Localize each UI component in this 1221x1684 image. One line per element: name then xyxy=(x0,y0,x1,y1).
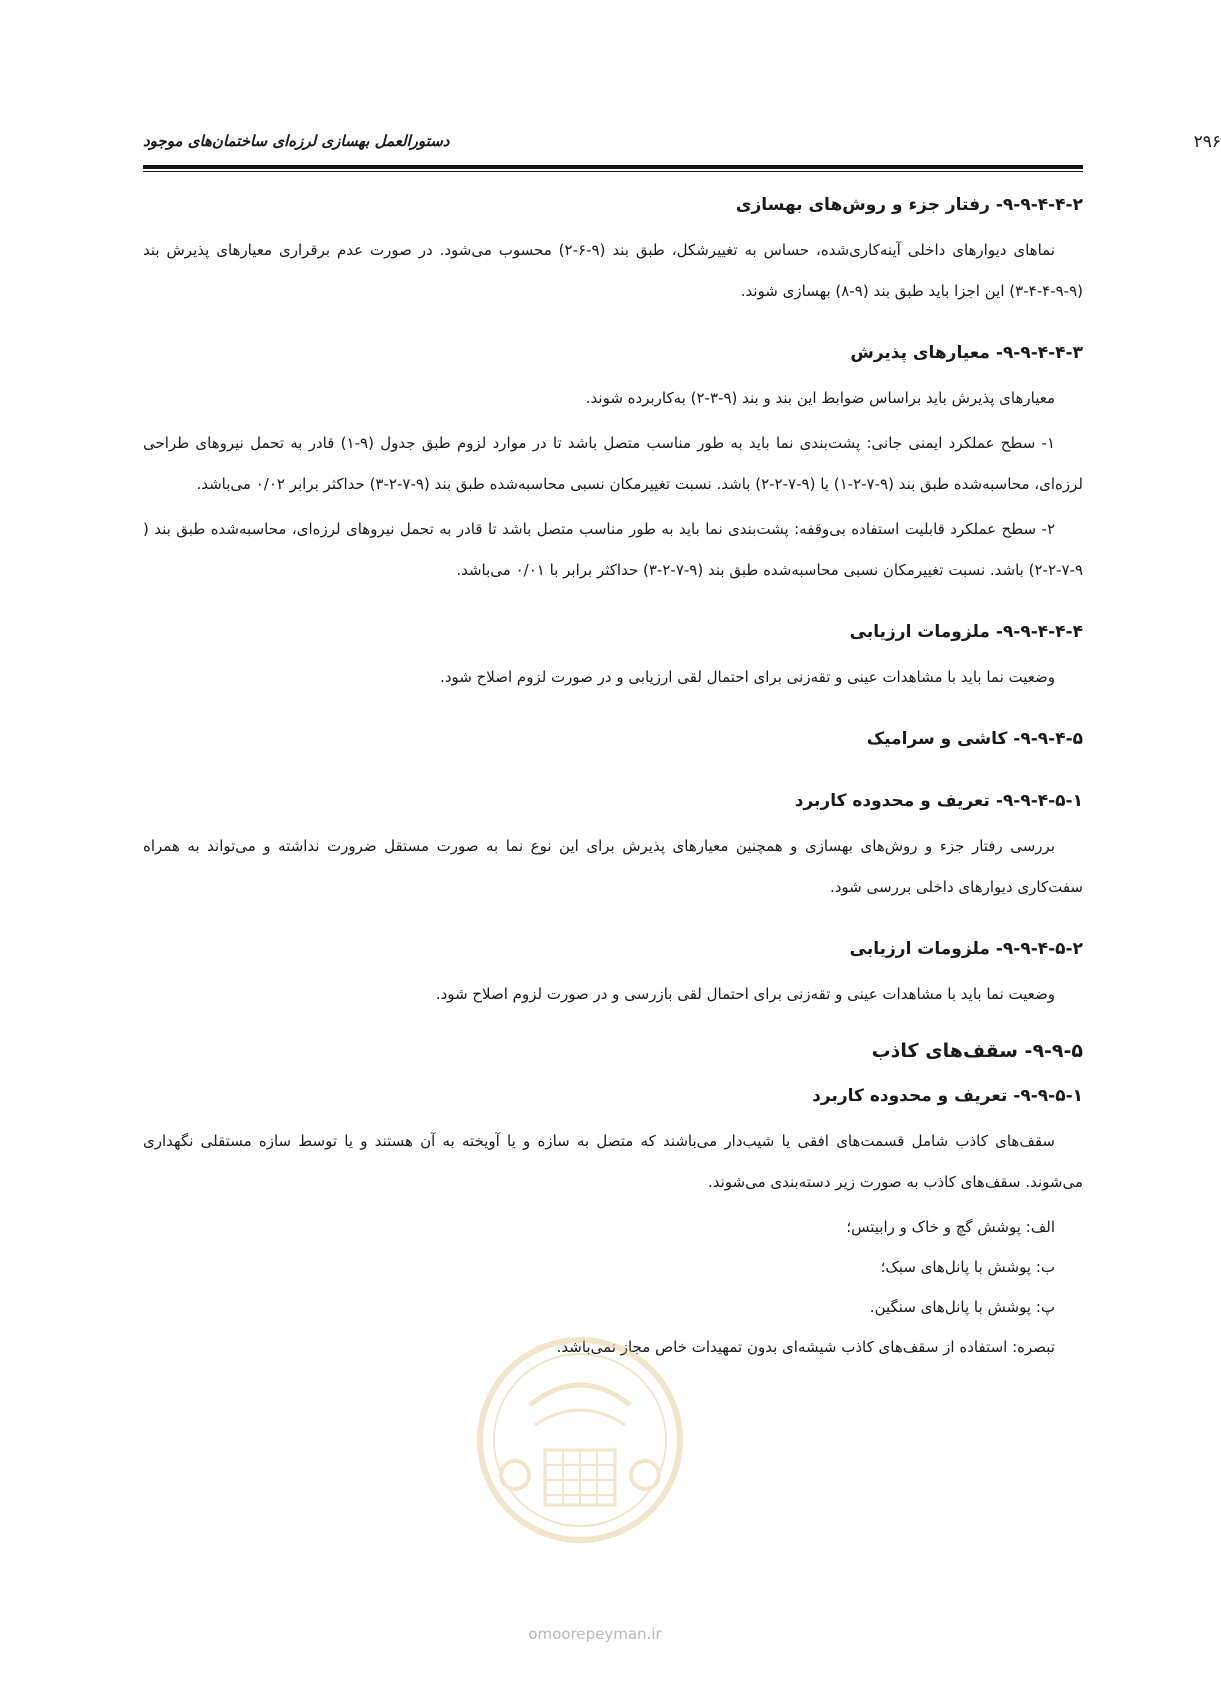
list-item: پ: پوشش با پانل‌های سنگین. xyxy=(869,1298,1055,1316)
chapter-heading: ۹-۹-۵- سقف‌های کاذب xyxy=(871,1040,1083,1062)
page-number: ۲۹۶ xyxy=(1193,132,1221,152)
watermark-url: omoorepeyman.ir xyxy=(528,1625,662,1643)
watermark-logo-icon xyxy=(475,1335,685,1545)
paragraph: وضعیت نما باید با مشاهدات عینی و تقه‌زنی برای احتمال لقی ارزیابی و در صورت لزوم اصلاح شود. xyxy=(440,668,1055,686)
paragraph: ۱- سطح عملکرد ایمنی جانی: پشت‌بندی نما باید به طور مناسب متصل باشد تا در موارد لزوم طبق جدول (۹-۱) قادر به تحمل نیروهای طراحی لرزه‌ای، محاسبه‌شده طبق بند (۹-۷-۲-۱) یا (۹-۷-۲-۲) باشد. نسبت تغییرمکان نسبی محاسبه‌شده طبق بند (۹-۷-۲-۳) حداکثر برابر ۰/۰۲ می‌باشد. xyxy=(143,434,1083,493)
paragraph: وضعیت نما باید با مشاهدات عینی و تقه‌زنی برای احتمال لقی بازرسی و در صورت لزوم اصلاح شود. xyxy=(435,985,1055,1003)
section-heading: ۹-۹-۴-۵- کاشی و سرامیک xyxy=(866,729,1083,749)
page-header xyxy=(143,128,1221,168)
section-heading: ۹-۹-۴-۵-۱- تعریف و محدوده کاربرد xyxy=(794,791,1083,811)
header-rule-thick xyxy=(143,165,1083,169)
paragraph: ۲- سطح عملکرد قابلیت استفاده بی‌وقفه: پشت‌بندی نما باید به طور مناسب متصل باشد تا قادر به تحمل نیروهای لرزه‌ای، محاسبه‌شده طبق بند ( ۹-۷-۲-۲) باشد. نسبت تغییرمکان نسبی محاسبه‌شده طبق بند (۹-۷-۲-۳) حداکثر برابر با ۰/۰۱ می‌باشد. xyxy=(143,520,1083,579)
section-heading: ۹-۹-۴-۴-۴- ملزومات ارزیابی xyxy=(849,622,1083,642)
section-heading: ۹-۹-۴-۴-۳- معیارهای پذیرش xyxy=(850,343,1083,363)
section-heading: ۹-۹-۴-۵-۲- ملزومات ارزیابی xyxy=(849,939,1083,959)
paragraph: سقف‌های کاذب شامل قسمت‌های افقی یا شیب‌دار می‌باشند که متصل به سازه و یا آویخته به آن هستند و یا توسط سازه مستقلی نگهداری می‌شوند. سقف‌های کاذب به صورت زیر دسته‌بندی می‌شوند. xyxy=(143,1132,1083,1191)
note: تبصره: استفاده از سقف‌های کاذب شیشه‌ای بدون تمهیدات خاص مجاز نمی‌باشد. xyxy=(556,1338,1055,1356)
list-item: الف: پوشش گچ و خاک و رابیتس؛ xyxy=(846,1218,1055,1236)
paragraph: بررسی رفتار جزء و روش‌های بهسازی و همچنین معیارهای پذیرش برای این نوع نما به صورت مستقل ضرورت نداشته و می‌تواند به همراه سفت‌کاری دیوارهای داخلی بررسی شود. xyxy=(143,837,1083,896)
section-heading: ۹-۹-۵-۱- تعریف و محدوده کاربرد xyxy=(812,1086,1083,1106)
section-heading: ۹-۹-۴-۴-۲- رفتار جزء و روش‌های بهسازی xyxy=(735,195,1083,215)
paragraph: نماهای دیوارهای داخلی آینه‌کاری‌شده، حساس به تغییرشکل، طبق بند (۹-۶-۲) محسوب می‌شود. در صورت عدم برقراری معیارهای پذیرش بند (۹-۹-۴-۴-۳) این اجزا باید طبق بند (۹-۸) بهسازی شوند. xyxy=(143,241,1083,300)
running-title: دستورالعمل بهسازی لرزه‌ای ساختمان‌های موجود xyxy=(143,132,450,150)
header-rule-thin xyxy=(143,171,1083,172)
list-item: ب: پوشش با پانل‌های سبک؛ xyxy=(880,1258,1055,1276)
paragraph: معیارهای پذیرش باید براساس ضوابط این بند و بند (۹-۳-۲) به‌کاربرده شوند. xyxy=(585,389,1055,407)
page-body xyxy=(143,178,1083,1367)
